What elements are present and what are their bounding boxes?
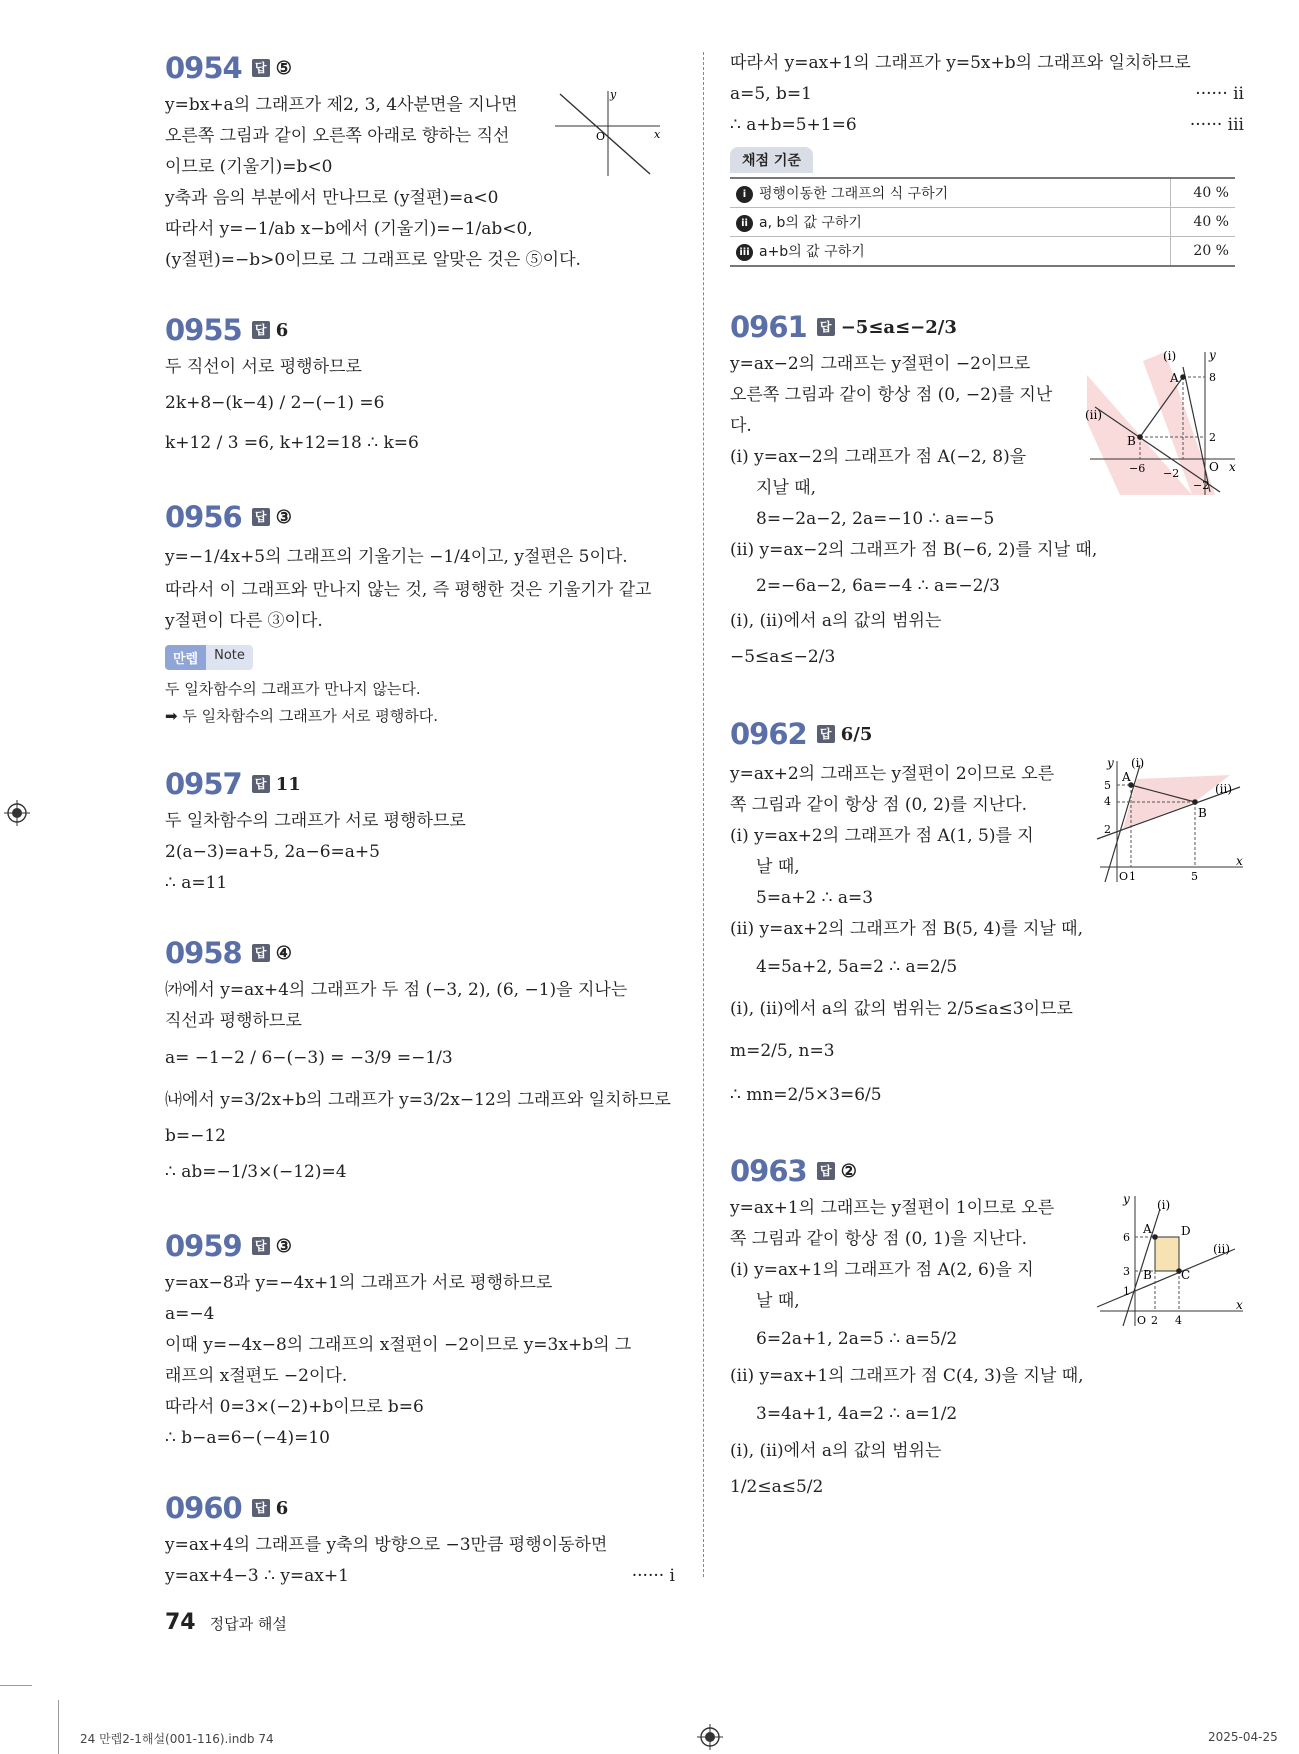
point-b-label: B [1143, 1268, 1152, 1282]
text-line: 두 직선이 서로 평행하므로 [165, 357, 362, 377]
point-c-label: C [1181, 1268, 1191, 1282]
answer: ⑤ [275, 57, 292, 79]
text-line: k+12 / 3 =6, k+12=18 ∴ k=6 [165, 433, 419, 453]
text-line: (y절편)=−b>0이므로 그 그래프로 알맞은 것은 ⑤이다. [165, 250, 581, 270]
origin-label: O [1119, 870, 1129, 883]
problem-number: 0957 [165, 767, 242, 801]
text-line: ∴ b−a=6−(−4)=10 [165, 1428, 330, 1448]
text-line: (ii) y=ax+2의 그래프가 점 B(5, 4)를 지날 때, [730, 919, 1084, 939]
text-line: 쪽 그림과 같이 항상 점 (0, 1)을 지난다. [730, 1229, 1028, 1249]
text-line: 따라서 y=−1/ab x−b에서 (기울기)=−1/ab<0, [165, 219, 533, 239]
text-line: ∴ a=11 [165, 873, 228, 893]
text-line: 오른쪽 그림과 같이 오른쪽 아래로 향하는 직선 [165, 126, 510, 146]
text-line: (ii) y=ax+1의 그래프가 점 C(4, 3)을 지날 때, [730, 1366, 1084, 1386]
answer-badge: 답 [252, 508, 270, 526]
axis-y-label: y [1123, 1192, 1130, 1206]
tick-label: 4 [1175, 1314, 1182, 1327]
label-i: (i) [1157, 1198, 1171, 1212]
section-title: 정답과 해설 [209, 1615, 287, 1633]
registration-mark-icon [697, 1724, 723, 1750]
tick-label: 5 [1104, 779, 1111, 792]
right-column [730, 48, 1244, 1541]
answer: 6 [275, 1497, 289, 1519]
answer-badge: 답 [252, 944, 270, 962]
problem-number: 0961 [730, 310, 807, 344]
text-line: y=bx+a의 그래프가 제2, 3, 4사분면을 지나면 [165, 95, 518, 115]
text-line: y=ax+1의 그래프는 y절편이 1이므로 오른 [730, 1198, 1055, 1218]
text-line: −5≤a≤−2/3 [730, 647, 836, 667]
problem-0962 [730, 711, 1244, 1117]
scoring-criteria-title: 채점 기준 [730, 147, 813, 173]
problem-number: 0958 [165, 936, 242, 970]
answer-badge: 답 [252, 775, 270, 793]
axis-y-label: y [610, 88, 617, 101]
problem-0956 [165, 497, 675, 730]
tick-label: 3 [1123, 1265, 1130, 1278]
answer: 11 [275, 773, 301, 795]
text-line: ∴ a+b=5+1=6 ······ iii [730, 110, 1244, 141]
file-info: 24 만렙2-1해설(001-116).indb 74 [80, 1732, 274, 1746]
problem-0957 [165, 764, 675, 899]
text-line: y=ax+4−3 ∴ y=ax+1 ······ i [165, 1561, 675, 1592]
note-box [165, 645, 675, 730]
text-line: y=−1/4x+5의 그래프의 기울기는 −1/4이고, y절편은 5이다. [165, 547, 628, 567]
tick-label: 1 [1123, 1285, 1130, 1298]
label-i: (i) [1131, 757, 1145, 770]
note-line: ➡ 두 일차함수의 그래프가 서로 평행하다. [165, 707, 439, 725]
origin-label: O [1209, 460, 1219, 474]
problem-number: 0963 [730, 1154, 807, 1188]
step-marker: ······ ii [1195, 84, 1244, 104]
text-line: ∴ mn=2/5×3=6/5 [730, 1085, 882, 1105]
tick-label: 5 [1191, 870, 1198, 883]
text-line: 오른쪽 그림과 같이 항상 점 (0, −2)를 지난 [730, 385, 1053, 405]
table-row: i 평행이동한 그래프의 식 구하기 40 % [730, 178, 1235, 208]
point-a-label: A [1122, 770, 1131, 784]
point-a-label: A [1170, 371, 1179, 385]
origin-label: O [596, 130, 606, 143]
point-d-label: D [1181, 1224, 1191, 1238]
answer: ④ [275, 942, 292, 964]
text-line: y=ax+2의 그래프는 y절편이 2이므로 오른 [730, 764, 1055, 784]
text-line: m=2/5, n=3 [730, 1041, 835, 1061]
text-line: ㈎에서 y=ax+4의 그래프가 두 점 (−3, 2), (6, −1)을 지나는 [165, 980, 628, 1000]
text-line: a=5, b=1 ······ ii [730, 79, 1244, 110]
axis-x-label: x [1236, 854, 1243, 868]
tick-label: 2 [1151, 1314, 1158, 1327]
problem-number: 0959 [165, 1229, 242, 1263]
note-badge: 만렙 Note [165, 645, 253, 670]
problem-number: 0960 [165, 1491, 242, 1525]
answer: ③ [275, 506, 292, 528]
text-line: 3=4a+1, 4a=2 ∴ a=1/2 [756, 1404, 958, 1424]
text-line: 직선과 평행하므로 [165, 1011, 302, 1031]
text-line: 8=−2a−2, 2a=−10 ∴ a=−5 [756, 509, 995, 529]
text-line: 따라서 y=ax+1의 그래프가 y=5x+b의 그래프와 일치하므로 [730, 53, 1191, 73]
text-line: 날 때, [756, 1291, 800, 1311]
text-line: a=−4 [165, 1304, 215, 1324]
text-line: (i) y=ax+1의 그래프가 점 A(2, 6)을 지 [730, 1260, 1034, 1280]
axis-x-label: x [654, 128, 661, 141]
note-line: 두 일차함수의 그래프가 만나지 않는다. [165, 680, 421, 698]
text-line: 6=2a+1, 2a=5 ∴ a=5/2 [756, 1329, 958, 1349]
left-column [165, 48, 675, 1626]
tick-label: −2 [1193, 479, 1210, 492]
answer: 6 [275, 319, 289, 341]
text-line: 따라서 0=3×(−2)+b이므로 b=6 [165, 1397, 424, 1417]
graph-0961 [1085, 347, 1240, 497]
problem-number: 0956 [165, 500, 242, 534]
crop-mark [58, 1700, 59, 1754]
text-line: (i), (ii)에서 a의 값의 범위는 [730, 611, 942, 631]
text-line: 4=5a+2, 5a=2 ∴ a=2/5 [756, 957, 958, 977]
text-line: 래프의 x절편도 −2이다. [165, 1366, 348, 1386]
answer: 6/5 [840, 723, 873, 745]
text-line: 2k+8−(k−4) / 2−(−1) =6 [165, 393, 385, 413]
graph-0963 [1095, 1191, 1245, 1331]
tick-label: −6 [1129, 462, 1146, 475]
answer-badge: 답 [252, 1499, 270, 1517]
problem-0961 [730, 307, 1244, 677]
problem-number: 0955 [165, 313, 242, 347]
answer-badge: 답 [252, 59, 270, 77]
scoring-table [730, 177, 1235, 267]
crop-mark [0, 1685, 32, 1686]
tick-label: 1 [1129, 870, 1136, 883]
label-ii: (ii) [1085, 408, 1103, 422]
point-a-label: A [1143, 1222, 1152, 1236]
text-line: 이때 y=−4x−8의 그래프의 x절편이 −2이므로 y=3x+b의 그 [165, 1335, 632, 1355]
text-line: 이므로 (기울기)=b<0 [165, 157, 333, 177]
tick-label: 2 [1209, 431, 1216, 444]
problem-number: 0954 [165, 51, 242, 85]
label-ii: (ii) [1213, 1242, 1231, 1256]
page-number: 74 [165, 1610, 196, 1635]
graph-0954 [550, 86, 665, 181]
text-line: 2(a−3)=a+5, 2a−6=a+5 [165, 842, 380, 862]
step-marker: ······ iii [1189, 115, 1244, 135]
text-line: (i), (ii)에서 a의 값의 범위는 2/5≤a≤3이므로 [730, 999, 1073, 1019]
point-b-label: B [1198, 806, 1207, 820]
label-ii: (ii) [1215, 782, 1233, 796]
table-row: iii a+b의 값 구하기 20 % [730, 237, 1235, 267]
page-footer [165, 1610, 287, 1635]
origin-label: O [1137, 1314, 1147, 1327]
text-line: 5=a+2 ∴ a=3 [756, 888, 874, 908]
answer-badge: 답 [817, 318, 835, 336]
tick-label: 4 [1104, 795, 1111, 808]
problem-0959 [165, 1226, 675, 1454]
text-line: y축과 음의 부분에서 만나므로 (y절편)=a<0 [165, 188, 499, 208]
text-line: y=ax+4의 그래프를 y축의 방향으로 −3만큼 평행이동하면 [165, 1535, 608, 1555]
text-line: (ii) y=ax−2의 그래프가 점 B(−6, 2)를 지날 때, [730, 540, 1098, 560]
registration-mark-icon [4, 800, 30, 826]
answer-badge: 답 [817, 1162, 835, 1180]
table-row: ii a, b의 값 구하기 40 % [730, 208, 1235, 237]
tick-label: 2 [1104, 823, 1111, 836]
label-i: (i) [1163, 349, 1177, 363]
problem-number: 0962 [730, 717, 807, 751]
tick-label: −2 [1163, 467, 1180, 480]
problem-0955 [165, 310, 675, 463]
text-line: y절편이 다른 ③이다. [165, 611, 323, 631]
text-line: y=ax−2의 그래프는 y절편이 −2이므로 [730, 354, 1031, 374]
text-line: 날 때, [756, 857, 800, 877]
text-line: b=−12 [165, 1126, 227, 1146]
text-line: (i) y=ax+2의 그래프가 점 A(1, 5)를 지 [730, 826, 1034, 846]
text-line: ∴ ab=−1/3×(−12)=4 [165, 1162, 347, 1182]
column-divider [703, 52, 704, 1577]
answer: −5≤a≤−2/3 [840, 316, 957, 338]
text-line: y=ax−8과 y=−4x+1의 그래프가 서로 평행하므로 [165, 1273, 553, 1293]
text-line: (i) y=ax−2의 그래프가 점 A(−2, 8)을 [730, 447, 1027, 467]
problem-0963 [730, 1151, 1244, 1507]
text-line: 쪽 그림과 같이 항상 점 (0, 2)를 지난다. [730, 795, 1028, 815]
answer-badge: 답 [252, 321, 270, 339]
problem-0960-continued [730, 48, 1244, 267]
text-line: a= −1−2 / 6−(−3) = −3/9 =−1/3 [165, 1048, 453, 1068]
axis-x-label: x [1236, 1298, 1243, 1312]
text-line: 다. [730, 416, 752, 436]
answer: ③ [275, 1235, 292, 1257]
text-line: 1/2≤a≤5/2 [730, 1477, 824, 1497]
axis-y-label: y [1107, 757, 1114, 770]
problem-0954 [165, 48, 675, 276]
problem-0958 [165, 933, 675, 1192]
text-line: 따라서 이 그래프와 만나지 않는 것, 즉 평행한 것은 기울기가 같고 [165, 580, 652, 600]
answer-badge: 답 [252, 1237, 270, 1255]
step-marker: ······ i [631, 1566, 675, 1586]
text-line: 2=−6a−2, 6a=−4 ∴ a=−2/3 [756, 576, 1000, 596]
print-date: 2025-04-25 [1208, 1730, 1278, 1744]
graph-0962 [1095, 757, 1245, 887]
axis-x-label: x [1229, 460, 1236, 474]
text-line: ㈏에서 y=3/2x+b의 그래프가 y=3/2x−12의 그래프와 일치하므로 [165, 1090, 671, 1110]
answer-badge: 답 [817, 725, 835, 743]
tick-label: 6 [1123, 1231, 1130, 1244]
tick-label: 8 [1209, 371, 1216, 384]
problem-0960 [165, 1488, 675, 1592]
point-b-label: B [1127, 434, 1136, 448]
text-line: 두 일차함수의 그래프가 서로 평행하므로 [165, 811, 466, 831]
axis-y-label: y [1209, 348, 1216, 362]
text-line: 지날 때, [756, 478, 817, 498]
answer: ② [840, 1160, 857, 1182]
text-line: (i), (ii)에서 a의 값의 범위는 [730, 1441, 942, 1461]
